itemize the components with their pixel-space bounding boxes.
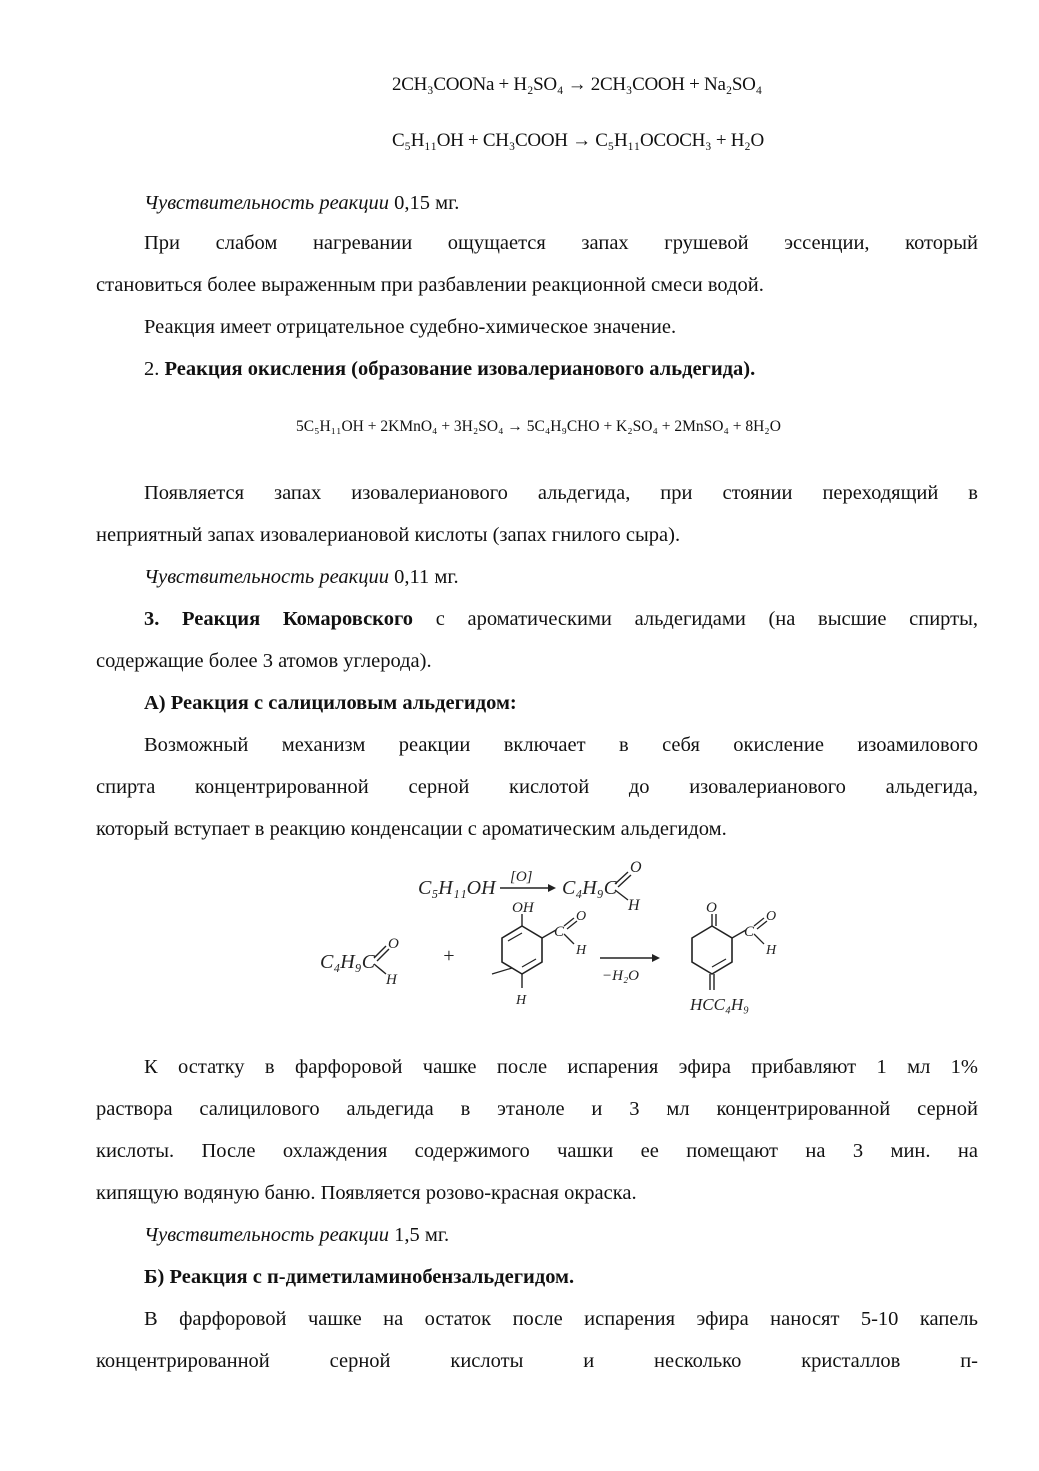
scheme-alcohol: C₅H₁₁OH <box>418 877 496 899</box>
sensitivity-3: Чувствительность реакции 1,5 мг. <box>144 1224 450 1246</box>
svg-text:O: O <box>576 909 587 924</box>
reaction-scheme <box>300 848 800 1028</box>
heading-komarovsky-l2: содержащие более 3 атомов углерода). <box>96 650 432 672</box>
scheme-oxidant-label: [O] <box>510 869 533 885</box>
equation-acetate: 2CH₃COONa + H₂SO₄ → 2CH₃COOH + Na₂SO₄ <box>392 74 762 95</box>
scheme-aldehyde-2: C₄H₉C <box>320 951 376 973</box>
equation-ester: C₅H₁₁OH + CH₃COOH → C₅H₁₁OCOCH₃ + H₂O <box>392 130 764 151</box>
svg-text:C: C <box>554 924 565 940</box>
paragraph-aldehyde-smell-l2: неприятный запах изовалериановой кислоты (запах гнилого сыра). <box>96 524 681 546</box>
svg-text:H: H <box>628 897 640 914</box>
heading-oxidation: 2. Реакция окисления (образование изовалерианового альдегида). <box>144 358 756 380</box>
sensitivity-1: Чувствительность реакции 0,15 мг. <box>144 192 460 214</box>
svg-text:OH: OH <box>512 900 534 916</box>
svg-text:H: H <box>386 972 397 988</box>
svg-text:H: H <box>576 943 587 958</box>
paragraph-pear-smell-l2: становиться более выраженным при разбавлении реакционной смеси водой. <box>96 274 764 296</box>
scheme-product-substituent: HCC₄H₉ <box>690 995 750 1014</box>
svg-text:O: O <box>766 909 777 924</box>
paragraph-aldehyde-smell-l1: Появляется запах изовалерианового альдегида, при стоянии переходящий в <box>144 482 978 504</box>
scheme-water-label: −H₂O <box>602 968 640 984</box>
paragraph-mechanism-l1: Возможный механизм реакции включает в себя окисление изоамилового <box>144 734 978 756</box>
paragraph-forensic-value: Реакция имеет отрицательное судебно-химическое значение. <box>144 316 677 338</box>
paragraph-procedure-l4: кипящую водяную баню. Появляется розово-красная окраска. <box>96 1182 637 1204</box>
heading-dmab: Б) Реакция с п-диметиламинобензальдегидом. <box>144 1266 575 1288</box>
paragraph-pear-smell-l1: При слабом нагревании ощущается запах грушевой эссенции, который <box>144 232 978 254</box>
heading-komarovsky-l1: 3. Реакция Комаровского с ароматическими альдегидами (на высшие спирты, <box>144 608 978 630</box>
paragraph-procedure-l2: раствора салицилового альдегида в этаноле и 3 мл концентрированной серной <box>96 1098 978 1120</box>
svg-text:H: H <box>516 993 527 1008</box>
sensitivity-2: Чувствительность реакции 0,11 мг. <box>144 566 459 588</box>
paragraph-procedure-l1: К остатку в фарфоровой чашке после испарения эфира прибавляют 1 мл 1% <box>144 1056 978 1078</box>
svg-text:C: C <box>744 924 755 940</box>
svg-text:+: + <box>442 945 456 967</box>
paragraph-dmab-l2: концентрированной серной кислоты и несколько кристаллов п- <box>96 1350 978 1372</box>
svg-text:O: O <box>388 936 399 952</box>
svg-text:H: H <box>766 943 777 958</box>
paragraph-mechanism-l3: который вступает в реакцию конденсации с ароматическим альдегидом. <box>96 818 727 840</box>
svg-text:O: O <box>706 900 717 916</box>
paragraph-mechanism-l2: спирта концентрированной серной кислотой до изовалерианового альдегида, <box>96 776 978 798</box>
scheme-aldehyde: C₄H₉C <box>562 877 618 899</box>
equation-oxidation: 5C₅H₁₁OH + 2KMnO₄ + 3H₂SO₄ → 5C₄H₉CHO + K₂SO₄ + 2MnSO₄ + 8H₂O <box>296 418 781 435</box>
svg-text:O: O <box>630 859 642 876</box>
paragraph-dmab-l1: В фарфоровой чашке на остаток после испарения эфира наносят 5-10 капель <box>144 1308 978 1330</box>
heading-salicylic: А) Реакция с салициловым альдегидом: <box>144 692 517 714</box>
paragraph-procedure-l3: кислоты. После охлаждения содержимого чашки ее помещают на 3 мин. на <box>96 1140 978 1162</box>
